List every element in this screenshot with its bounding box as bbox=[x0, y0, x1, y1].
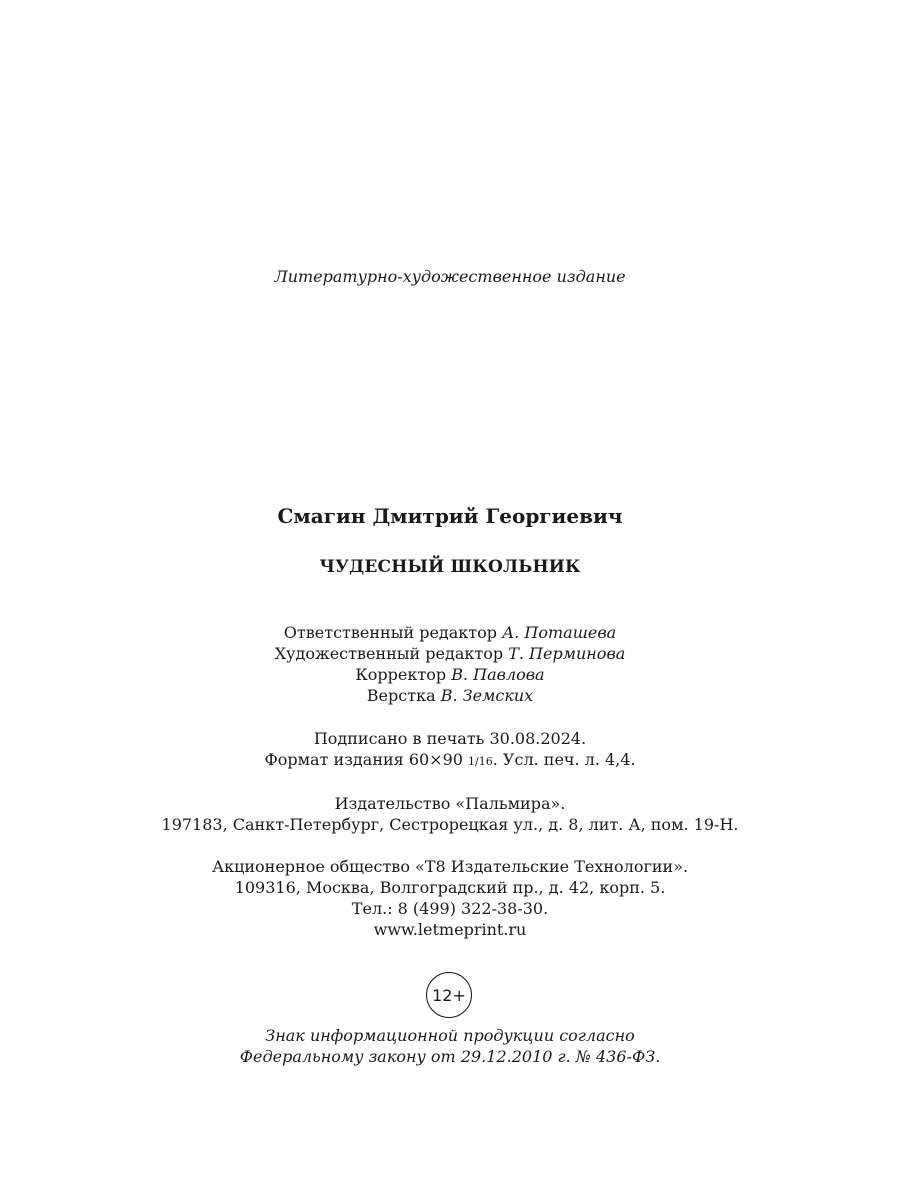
credit-person: А. Поташева bbox=[502, 623, 617, 642]
format-fraction: 1/16 bbox=[468, 755, 493, 768]
credit-role: Корректор bbox=[355, 665, 447, 684]
printer-phone: Тел.: 8 (499) 322-38-30. bbox=[351, 899, 549, 918]
law-notice bbox=[0, 1025, 900, 1067]
printer-website: www.letmeprint.ru bbox=[373, 920, 527, 939]
author-name: Смагин Дмитрий Георгиевич bbox=[277, 504, 623, 528]
age-rating-badge: 12+ bbox=[426, 972, 472, 1018]
publisher-block bbox=[0, 793, 900, 835]
credit-line bbox=[0, 664, 900, 685]
law-notice-line: Федеральному закону от 29.12.2010 г. № 436-ФЗ. bbox=[239, 1047, 661, 1066]
book-title: ЧУДЕСНЫЙ ШКОЛЬНИК bbox=[319, 557, 581, 577]
law-notice-line: Знак информационной продукции согласно bbox=[265, 1026, 635, 1045]
credit-person: Т. Перминова bbox=[508, 644, 626, 663]
credit-role: Верстка bbox=[366, 686, 436, 705]
edition-type: Литературно-художественное издание bbox=[274, 267, 626, 286]
credit-role: Ответственный редактор bbox=[283, 623, 498, 642]
credit-line bbox=[0, 643, 900, 664]
format-prefix: Формат издания 60×90 bbox=[264, 750, 463, 769]
format-line bbox=[0, 749, 900, 772]
credit-line bbox=[0, 622, 900, 643]
credits-block bbox=[0, 622, 900, 706]
credit-person: В. Павлова bbox=[451, 665, 545, 684]
publisher-name: Издательство «Пальмира». bbox=[334, 794, 566, 813]
signed-date: Подписано в печать 30.08.2024. bbox=[313, 729, 587, 748]
credit-role: Художественный редактор bbox=[274, 644, 504, 663]
print-info-block bbox=[0, 728, 900, 772]
credit-line bbox=[0, 685, 900, 706]
credit-person: В. Земских bbox=[440, 686, 534, 705]
printer-block bbox=[0, 856, 900, 940]
publisher-address: 197183, Санкт-Петербург, Сестрорецкая ул., д. 8, лит. А, пом. 19-Н. bbox=[161, 815, 739, 834]
printer-address: 109316, Москва, Волгоградский пр., д. 42, корп. 5. bbox=[234, 878, 666, 897]
printer-name: Акционерное общество «Т8 Издательские Технологии». bbox=[211, 857, 689, 876]
format-suffix: . Усл. печ. л. 4,4. bbox=[492, 750, 636, 769]
